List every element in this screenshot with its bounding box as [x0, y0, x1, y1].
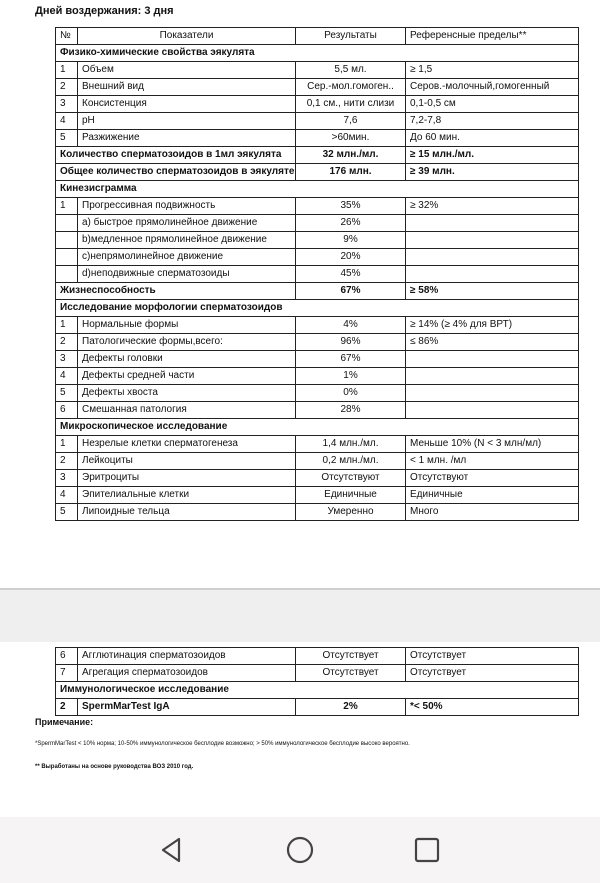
reference-value: 7,2-7,8: [406, 113, 579, 130]
recents-icon: [412, 835, 442, 865]
result-value: 20%: [296, 249, 406, 266]
table-row: [56, 402, 579, 419]
result-value: 45%: [296, 266, 406, 283]
reference-value: ≥ 32%: [406, 198, 579, 215]
table-row: [56, 351, 579, 368]
row-number: 5: [56, 385, 78, 402]
column-header: Результаты: [296, 28, 406, 45]
reference-value: [406, 385, 579, 402]
indicator-name: d)неподвижные сперматозоиды: [78, 266, 296, 283]
result-value: 32 млн./мл.: [296, 147, 406, 164]
result-value: 0%: [296, 385, 406, 402]
row-number: 1: [56, 436, 78, 453]
row-number: [56, 215, 78, 232]
reference-value: Отсутствует: [406, 648, 579, 665]
table-row: [56, 249, 579, 266]
table-row: [56, 648, 579, 665]
table-row: [56, 665, 579, 682]
row-number: 7: [56, 665, 78, 682]
reference-value: [406, 249, 579, 266]
result-value: 35%: [296, 198, 406, 215]
section-row: [56, 181, 579, 198]
row-number: 6: [56, 402, 78, 419]
result-value: Сер.-мол.гомоген..: [296, 79, 406, 96]
result-value: Отсутствует: [296, 648, 406, 665]
home-button[interactable]: [285, 835, 315, 865]
section-title: Иммунологическое исследование: [56, 682, 579, 699]
indicator-name: Эпителиальные клетки: [78, 487, 296, 504]
table-header-row: [56, 28, 579, 45]
indicator-name: pH: [78, 113, 296, 130]
reference-value: Меньше 10% (N < 3 млн/мл): [406, 436, 579, 453]
table-row: [56, 215, 579, 232]
table-row: [56, 317, 579, 334]
row-number: 5: [56, 130, 78, 147]
indicator-name: Дефекты средней части: [78, 368, 296, 385]
reference-value: < 1 млн. /мл: [406, 453, 579, 470]
reference-value: *< 50%: [406, 699, 579, 716]
note-who-reference: ** Выработаны на основе руководства ВОЗ 2010 год.: [35, 764, 194, 770]
reference-value: ≤ 86%: [406, 334, 579, 351]
reference-value: ≥ 15 млн./мл.: [406, 147, 579, 164]
table-row: [56, 436, 579, 453]
table-row: [56, 504, 579, 521]
android-nav-bar: [0, 817, 600, 883]
table-row: [56, 62, 579, 79]
indicator-name: Агрегация сперматозоидов: [78, 665, 296, 682]
result-value: 4%: [296, 317, 406, 334]
row-number: [56, 266, 78, 283]
indicator-name: SpermMarTest IgA: [78, 699, 296, 716]
section-title: Микроскопическое исследование: [56, 419, 579, 436]
reference-value: Много: [406, 504, 579, 521]
indicator-name: Внешний вид: [78, 79, 296, 96]
section-row: [56, 300, 579, 317]
result-value: 7,6: [296, 113, 406, 130]
row-number: 1: [56, 198, 78, 215]
result-value: Единичные: [296, 487, 406, 504]
row-number: 1: [56, 62, 78, 79]
section-title: Кинезисграмма: [56, 181, 579, 198]
section-title: Исследование морфологии сперматозоидов: [56, 300, 579, 317]
row-number: 4: [56, 487, 78, 504]
table-row: [56, 385, 579, 402]
result-value: 2%: [296, 699, 406, 716]
indicator-name: Смешанная патология: [78, 402, 296, 419]
reference-value: ≥ 58%: [406, 283, 579, 300]
result-value: 5,5 мл.: [296, 62, 406, 79]
summary-row: [56, 164, 579, 181]
result-value: Отсутствуют: [296, 470, 406, 487]
table-row: [56, 198, 579, 215]
result-value: 67%: [296, 283, 406, 300]
results-table-part-2: [55, 647, 579, 716]
result-value: 28%: [296, 402, 406, 419]
reference-value: Отсутствуют: [406, 470, 579, 487]
reference-value: Единичные: [406, 487, 579, 504]
table-row: [56, 470, 579, 487]
indicator-name: а) быстрое прямолинейное движение: [78, 215, 296, 232]
page-separator: [0, 588, 600, 644]
indicator-name: Прогрессивная подвижность: [78, 198, 296, 215]
indicator-name: Дефекты головки: [78, 351, 296, 368]
result-value: 1,4 млн./мл.: [296, 436, 406, 453]
row-number: 1: [56, 317, 78, 334]
indicator-name: Патологические формы,всего:: [78, 334, 296, 351]
indicator-name: c)непрямолинейное движение: [78, 249, 296, 266]
indicator-name: b)медленное прямолинейное движение: [78, 232, 296, 249]
reference-value: ≥ 1,5: [406, 62, 579, 79]
table-row: [56, 96, 579, 113]
reference-value: ≥ 14% (≥ 4% для ВРТ): [406, 317, 579, 334]
reference-value: 0,1-0,5 см: [406, 96, 579, 113]
table-row: [56, 79, 579, 96]
indicator-name: Незрелые клетки сперматогенеза: [78, 436, 296, 453]
reference-value: Отсутствует: [406, 665, 579, 682]
row-number: [56, 249, 78, 266]
summary-row: [56, 283, 579, 300]
indicator-name: Разжижение: [78, 130, 296, 147]
result-value: Отсутствует: [296, 665, 406, 682]
row-number: [56, 232, 78, 249]
result-value: 0,1 см., нити слизи: [296, 96, 406, 113]
indicator-name: Консистенция: [78, 96, 296, 113]
table-row: [56, 699, 579, 716]
back-icon: [157, 835, 187, 865]
reference-value: Серов.-молочный,гомогенный: [406, 79, 579, 96]
table-row: [56, 130, 579, 147]
report-page-2: [0, 642, 600, 817]
table-row: [56, 368, 579, 385]
table-row: [56, 113, 579, 130]
result-value: 96%: [296, 334, 406, 351]
result-value: 67%: [296, 351, 406, 368]
row-number: 4: [56, 113, 78, 130]
row-number: 5: [56, 504, 78, 521]
back-button[interactable]: [157, 835, 187, 865]
summary-row: [56, 147, 579, 164]
reference-value: [406, 351, 579, 368]
indicator-name: Объем: [78, 62, 296, 79]
table-row: [56, 232, 579, 249]
reference-value: [406, 266, 579, 283]
row-number: 3: [56, 351, 78, 368]
home-icon: [285, 835, 315, 865]
section-row: [56, 419, 579, 436]
indicator-name: Дефекты хвоста: [78, 385, 296, 402]
indicator-name: Лейкоциты: [78, 453, 296, 470]
indicator-name: Жизнеспособность: [56, 283, 296, 300]
reference-value: [406, 368, 579, 385]
table-row: [56, 266, 579, 283]
result-value: 26%: [296, 215, 406, 232]
table-row: [56, 334, 579, 351]
reference-value: [406, 215, 579, 232]
note-spermmartest: *SpermMarTest < 10% норма; 10-50% иммунологическое бесплодие возможно; > 50% иммунологическое бесплодие высоко вероятно.: [35, 741, 410, 747]
row-number: 4: [56, 368, 78, 385]
abstinence-days: Дней воздержания: 3 дня: [35, 5, 174, 17]
column-header: Показатели: [78, 28, 296, 45]
row-number: 3: [56, 470, 78, 487]
reference-value: До 60 мин.: [406, 130, 579, 147]
section-row: [56, 45, 579, 62]
result-value: 1%: [296, 368, 406, 385]
table-row: [56, 453, 579, 470]
result-value: Умеренно: [296, 504, 406, 521]
indicator-name: Общее количество сперматозоидов в эякуляте: [56, 164, 296, 181]
row-number: 2: [56, 699, 78, 716]
table-row: [56, 487, 579, 504]
reference-value: [406, 402, 579, 419]
column-header: №: [56, 28, 78, 45]
section-title: Физико-химические свойства эякулята: [56, 45, 579, 62]
row-number: 3: [56, 96, 78, 113]
row-number: 2: [56, 334, 78, 351]
row-number: 6: [56, 648, 78, 665]
section-row: [56, 682, 579, 699]
result-value: 9%: [296, 232, 406, 249]
note-title: Примечание:: [35, 717, 94, 727]
indicator-name: Нормальные формы: [78, 317, 296, 334]
row-number: 2: [56, 79, 78, 96]
result-value: 0,2 млн./мл.: [296, 453, 406, 470]
indicator-name: Количество сперматозоидов в 1мл эякулята: [56, 147, 296, 164]
row-number: 2: [56, 453, 78, 470]
reference-value: [406, 232, 579, 249]
result-value: >60мин.: [296, 130, 406, 147]
column-header: Референсные пределы**: [406, 28, 579, 45]
indicator-name: Эритроциты: [78, 470, 296, 487]
result-value: 176 млн.: [296, 164, 406, 181]
recents-button[interactable]: [412, 835, 442, 865]
indicator-name: Липоидные тельца: [78, 504, 296, 521]
indicator-name: Агглютинация сперматозоидов: [78, 648, 296, 665]
reference-value: ≥ 39 млн.: [406, 164, 579, 181]
results-table-part-1: [55, 27, 579, 521]
